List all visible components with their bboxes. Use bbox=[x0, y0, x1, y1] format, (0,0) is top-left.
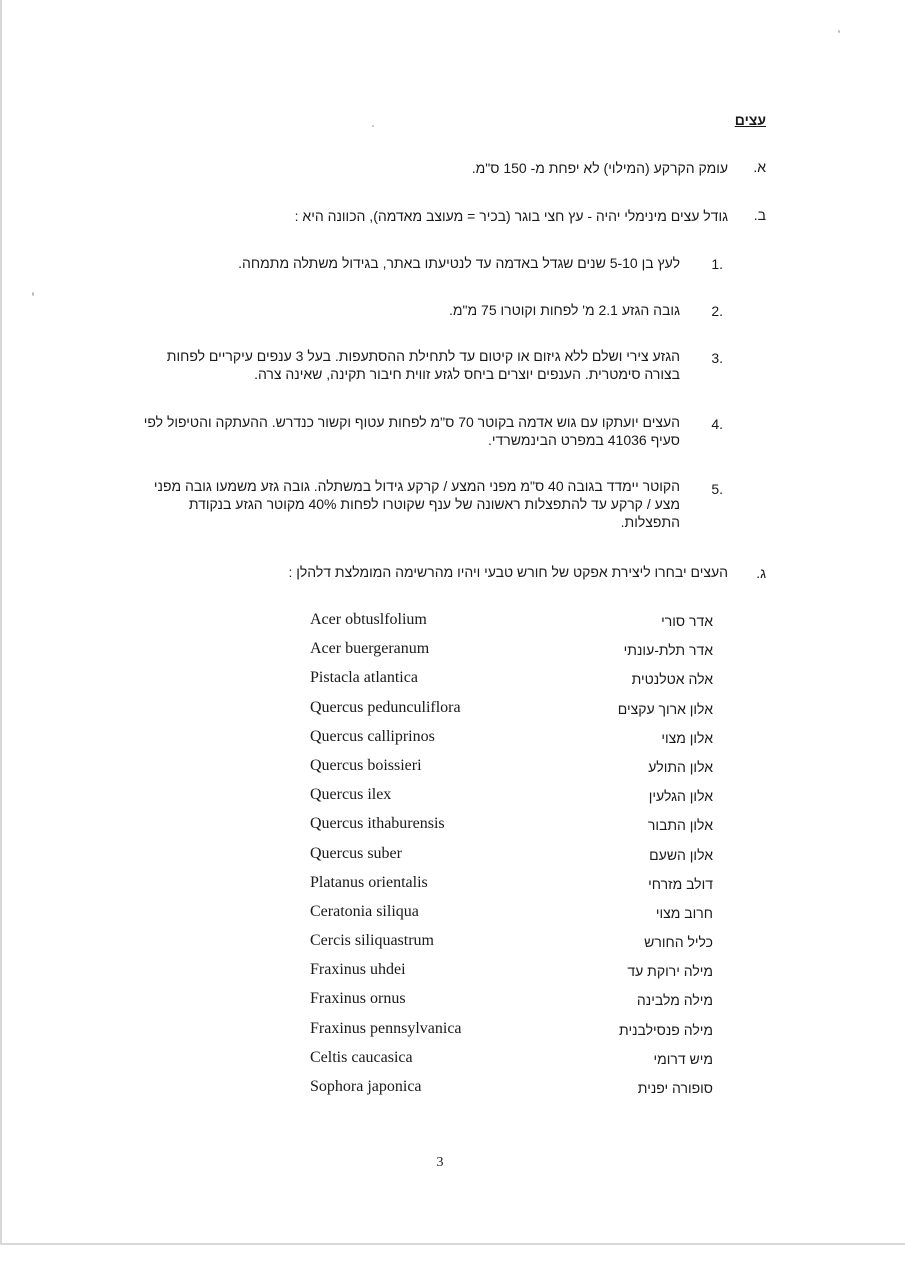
species-latin-name: Quercus boissieri bbox=[310, 756, 422, 774]
scan-edge-bottom bbox=[0, 1243, 905, 1245]
species-hebrew-name: אדר סורי bbox=[661, 613, 713, 629]
subitem-2-marker: .2 bbox=[711, 303, 723, 319]
scan-speck bbox=[32, 292, 34, 296]
species-latin-name: Acer obtuslfolium bbox=[310, 611, 427, 628]
species-row bbox=[300, 924, 730, 953]
species-latin-name: Celtis caucasica bbox=[310, 1048, 413, 1066]
species-row bbox=[300, 895, 730, 924]
species-row bbox=[300, 1041, 730, 1070]
item-a-marker: א. bbox=[753, 159, 766, 175]
species-hebrew-name: מילה פנסילבנית bbox=[619, 1021, 713, 1038]
species-hebrew-name: אלון התבור bbox=[647, 817, 713, 834]
species-latin-name: Quercus ilex bbox=[310, 786, 392, 804]
species-row bbox=[300, 720, 730, 749]
species-hebrew-name: אדר תלת-עונתי bbox=[623, 642, 713, 659]
item-b-marker: ב. bbox=[753, 207, 766, 223]
subitem-3-text: הגזע צירי ושלם ללא גיזום או קיטום עד לתחילת ההסתעפות. בעל 3 ענפים עיקריים לפחות בצורה סימטרית. הענפים יוצרים ביחס לגזע זווית חיבור תקינה, שאינה צרה. bbox=[166, 348, 680, 382]
species-latin-name: Cercis siliquastrum bbox=[310, 932, 434, 950]
subitem-5-text: הקוטר יימדד בגובה 40 ס"מ מפני המצע / קרקע גידול במשתלה. גובה גזע משמעו גובה מפני מצע / קרקע עד להתפצלות ראשונה של ענף שקוטרו לפחות 40% מקוטר הגזע בנקודת התפצלות. bbox=[153, 478, 680, 530]
species-row bbox=[300, 1012, 730, 1041]
species-row bbox=[300, 603, 730, 632]
species-latin-name: Fraxinus ornus bbox=[310, 990, 406, 1008]
species-hebrew-name: מילה ירוקת עד bbox=[627, 963, 713, 980]
subitem-3-marker: .3 bbox=[711, 350, 723, 366]
species-row bbox=[300, 953, 730, 982]
scan-edge-left bbox=[0, 0, 2, 1245]
species-latin-name: Fraxinus pennsylvanica bbox=[310, 1019, 462, 1037]
species-latin-name: Quercus calliprinos bbox=[310, 727, 435, 745]
item-a-text: עומק הקרקע (המילוי) לא יפחת מ- 150 ס"מ. bbox=[471, 160, 728, 176]
page-number: 3 bbox=[436, 1155, 444, 1170]
species-row bbox=[300, 691, 730, 720]
species-hebrew-name: אלון התולע bbox=[648, 758, 713, 775]
species-latin-name: Sophora japonica bbox=[310, 1078, 422, 1095]
species-latin-name: Acer buergeranum bbox=[310, 640, 430, 658]
species-latin-name: Fraxinus uhdei bbox=[310, 961, 406, 979]
section-heading: עצים bbox=[734, 112, 766, 128]
species-hebrew-name: אלון מצוי bbox=[661, 729, 713, 746]
species-latin-name: Quercus ithaburensis bbox=[310, 815, 445, 833]
item-c-text: העצים יבחרו ליצירת אפקט של חורש טבעי ויהיו מהרשימה המומלצת דלהלן : bbox=[288, 564, 728, 580]
species-latin-name: Quercus pedunculiflora bbox=[310, 698, 461, 716]
species-hebrew-name: סופורה יפנית bbox=[637, 1080, 713, 1096]
species-hebrew-name: אלון הגלעין bbox=[648, 788, 713, 805]
species-row bbox=[300, 749, 730, 778]
species-list bbox=[300, 603, 730, 1099]
species-row bbox=[300, 778, 730, 807]
species-row bbox=[300, 837, 730, 866]
species-hebrew-name: מיש דרומי bbox=[653, 1050, 713, 1067]
species-hebrew-name: כליל החורש bbox=[644, 934, 713, 951]
scan-speck bbox=[838, 30, 840, 33]
species-row bbox=[300, 632, 730, 661]
species-hebrew-name: אלון ארוך עקצים bbox=[617, 700, 713, 717]
species-row bbox=[300, 661, 730, 690]
species-latin-name: Pistacla atlantica bbox=[310, 669, 418, 687]
species-row bbox=[300, 866, 730, 895]
species-hebrew-name: אלון השעם bbox=[649, 846, 713, 863]
species-row bbox=[300, 807, 730, 836]
species-latin-name: Quercus suber bbox=[310, 844, 402, 862]
item-b-text: גודל עצים מינימלי יהיה - עץ חצי בוגר (בכיר = מעוצב מאדמה), הכוונה היא : bbox=[294, 208, 728, 224]
subitem-2-text: גובה הגזע 2.1 מ' לפחות וקוטרו 75 מ"מ. bbox=[449, 302, 680, 318]
subitem-1-text: לעץ בן 5-10 שנים שגדל באדמה עד לנטיעתו באתר, בגידול משתלה מתמחה. bbox=[238, 255, 680, 271]
species-row bbox=[300, 1070, 730, 1099]
species-hebrew-name: מילה מלבינה bbox=[636, 992, 713, 1009]
subitem-4-text: העצים יועתקו עם גוש אדמה בקוטר 70 ס"מ לפחות עטוף וקשור כנדרש. ההעתקה והטיפול לפי סעיף 41036 במפרט הבינמשרדי. bbox=[143, 414, 680, 448]
item-c-marker: ג. bbox=[756, 565, 766, 581]
subitem-4-marker: .4 bbox=[711, 416, 723, 432]
species-hebrew-name: אלה אטלנטית bbox=[631, 671, 713, 688]
subitem-5-marker: .5 bbox=[711, 481, 723, 497]
species-row bbox=[300, 982, 730, 1011]
species-hebrew-name: חרוב מצוי bbox=[655, 904, 713, 921]
species-latin-name: Platanus orientalis bbox=[310, 873, 428, 891]
species-latin-name: Ceratonia siliqua bbox=[310, 902, 419, 920]
subitem-1-marker: .1 bbox=[711, 256, 723, 272]
species-hebrew-name: דולב מזרחי bbox=[648, 875, 713, 892]
scan-speck bbox=[372, 125, 374, 127]
